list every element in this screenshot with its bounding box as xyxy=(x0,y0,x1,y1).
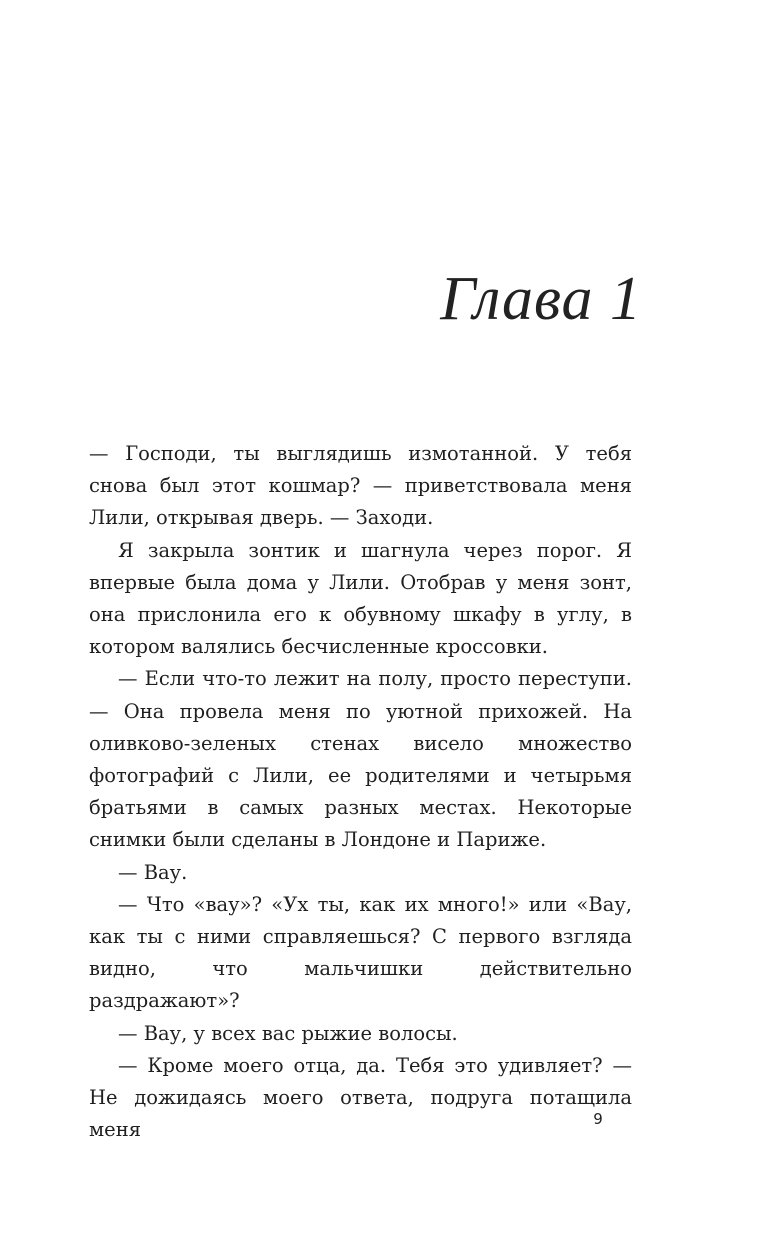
paragraph-2: Я закрыла зонтик и шагнула через порог. Я впервые была дома у Лили. Отобрав у меня зонт, она прислонила его к обувному шкафу в углу, в котором валялись бесчисленные кроссовки. xyxy=(89,538,632,659)
paragraph-5: — Что «вау»? «Ух ты, как их много!» или «Вау, как ты с ними справляешься? С первого взгляда видно, что мальчишки действительно раздражают»? xyxy=(89,892,632,1013)
paragraph-7: — Кроме моего отца, да. Тебя это удивляет? — Не дожидаясь моего ответа, подруга потащила меня xyxy=(89,1053,632,1142)
paragraph-1: — Господи, ты выглядишь измотанной. У тебя снова был этот кошмар? — приветствовала меня Лили, открывая дверь. — Заходи. xyxy=(89,442,632,530)
body-text xyxy=(89,438,632,1146)
chapter-title: Глава 1 xyxy=(440,265,642,333)
paragraph-6: — Вау, у всех вас рыжие волосы. xyxy=(118,1021,458,1045)
paragraph-3: — Если что-то лежит на полу, просто переступи. — Она провела меня по уютной прихожей. На оливково-зеленых стенах висело множество фотографий с Лили, ее родителями и четырьмя братьями в самых разных местах. Некоторые снимки были сделаны в Лондоне и Париже. xyxy=(89,667,632,852)
page-number: 9 xyxy=(593,1110,603,1128)
paragraph-4: — Вау. xyxy=(118,860,188,884)
